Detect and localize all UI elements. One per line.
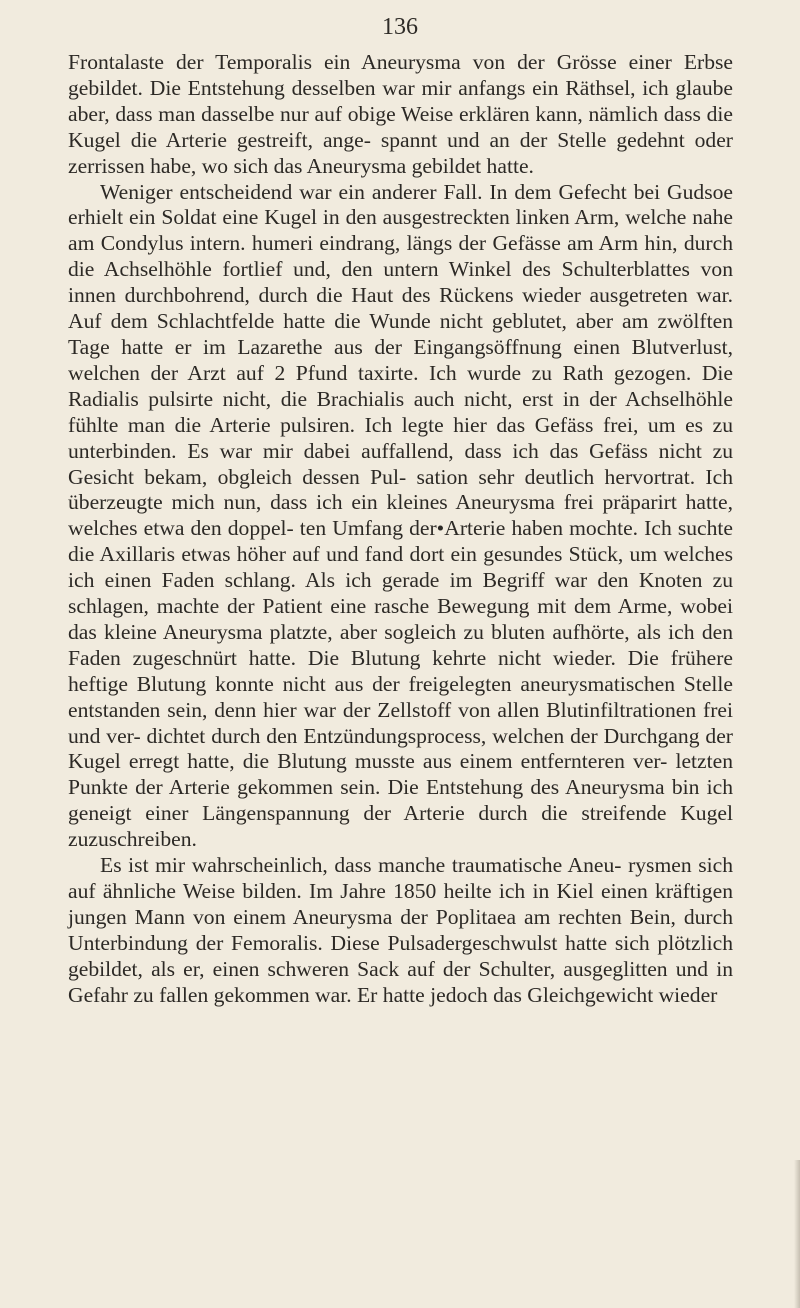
paragraph-1: Frontalaste der Temporalis ein Aneurysma von der Grösse einer Erbse gebildet. Die Entstehung desselben war mir anfangs ein Räthsel, ich glaube aber, dass man dasselbe nur auf obige Weise erklären kann, nämlich dass die Kugel die Arterie gestreift, ange- spannt und an der Stelle gedehnt oder zerrissen habe, wo sich das Aneurysma gebildet hatte.	[68, 50, 733, 178]
body-text	[68, 50, 733, 1009]
page-number: 136	[382, 14, 418, 40]
paragraph-2: Weniger entscheidend war ein anderer Fall. In dem Gefecht bei Gudsoe erhielt ein Soldat eine Kugel in den ausgestreckten linken Arm, welche nahe am Condylus intern. humeri eindrang, längs der Gefässe am Arm hin, durch die Achselhöhle fortlief und, den untern Winkel des Schulterblattes von innen durchbohrend, durch die Haut des Rückens wieder ausgetreten war. Auf dem Schlachtfelde hatte die Wunde nicht geblutet, aber am zwölften Tage hatte er im Lazarethe aus der Eingangsöffnung einen Blutverlust, welchen der Arzt auf 2 Pfund taxirte. Ich wurde zu Rath gezogen. Die Radialis pulsirte nicht, die Brachialis auch nicht, erst in der Achselhöhle fühlte man die Arterie pulsiren. Ich legte hier das Gefäss frei, um es zu unterbinden. Es war mir dabei auffallend, dass ich das Gefäss nicht zu Gesicht bekam, obgleich dessen Pul- sation sehr deutlich hervortrat. Ich überzeugte mich nun, dass ich ein kleines Aneurysma frei präparirt hatte, welches etwa den doppel- ten Umfang der•Arterie haben mochte. Ich suchte die Axillaris etwas höher auf und fand dort ein gesundes Stück, um welches ich einen Faden schlang. Als ich gerade im Begriff war den Knoten zu schlagen, machte der Patient eine rasche Bewegung mit dem Arme, wobei das kleine Aneurysma platzte, aber sogleich zu bluten aufhörte, als ich den Faden zugeschnürt hatte. Die Blutung kehrte nicht wieder. Die frühere heftige Blutung konnte nicht aus der freigelegten aneurysmatischen Stelle entstanden sein, denn hier war der Zellstoff von allen Blutinfiltrationen frei und ver- dichtet durch den Entzündungsprocess, welchen der Durchgang der Kugel erregt hatte, die Blutung musste aus einem entfernteren ver- letzten Punkte der Arterie gekommen sein. Die Entstehung des Aneurysma bin ich geneigt einer Längenspannung der Arterie durch die streifende Kugel zuzuschreiben.	[68, 179, 733, 852]
paragraph-3: Es ist mir wahrscheinlich, dass manche traumatische Aneu- rysmen sich auf ähnliche Weise bilden. Im Jahre 1850 heilte ich in Kiel einen kräftigen jungen Mann von einem Aneurysma der Poplitaea am rechten Bein, durch Unterbindung der Femoralis. Diese Pulsadergeschwulst hatte sich plötzlich gebildet, als er, einen schweren Sack auf der Schulter, ausgeglitten und in Gefahr zu fallen gekommen war. Er hatte jedoch das Gleichgewicht wieder	[68, 853, 733, 1007]
page-edge-shadow	[794, 1160, 800, 1308]
